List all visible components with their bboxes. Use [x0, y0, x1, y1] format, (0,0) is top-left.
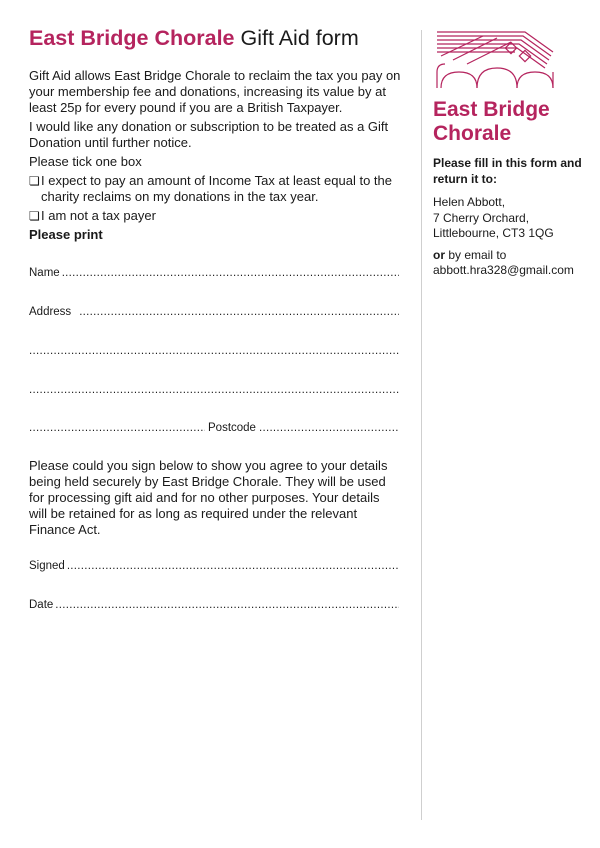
sidebar-org-line-2: Chorale [433, 122, 512, 145]
address-dotted-line-3[interactable] [29, 382, 399, 398]
sidebar-org-name [433, 98, 593, 146]
address-line-3-text: Littlebourne, CT3 1QG [433, 226, 554, 240]
date-label: Date [29, 599, 54, 611]
address-line-2[interactable] [29, 343, 399, 359]
tick-instruction: Please tick one box [29, 154, 142, 169]
page-title-form: Gift Aid form [234, 26, 359, 50]
address-line-2-text: 7 Cherry Orchard, [433, 210, 530, 225]
not-taxpayer-option[interactable] [29, 208, 401, 224]
email-intro: by email to [445, 247, 507, 262]
address-line-3[interactable] [29, 382, 399, 398]
page-title [29, 24, 401, 52]
signed-dotted-line[interactable] [67, 558, 399, 574]
taxpayer-option[interactable] [29, 173, 401, 205]
return-address [433, 195, 593, 242]
date-field[interactable] [29, 597, 399, 613]
declaration-paragraph: I would like any donation or subscription to be treated as a Gift Donation until further notice. [29, 119, 389, 150]
consent-paragraph: Please could you sign below to show you agree to your details being held securely by East Bridge Chorale. They will be used for processing gift aid and for no other purposes. Your details will be retained for as long as required under the relevant Finance Act. [29, 458, 388, 537]
address-dotted-line-4[interactable] [29, 420, 205, 436]
address-field[interactable] [29, 304, 399, 320]
not-taxpayer-option-label: I am not a tax payer [41, 208, 156, 223]
sidebar [433, 28, 593, 287]
sidebar-org-line-1: East Bridge [433, 98, 550, 121]
column-divider [421, 30, 422, 820]
return-instruction: Please fill in this form and return it to: [433, 156, 582, 186]
signed-field[interactable] [29, 558, 399, 574]
address-line-1: Helen Abbott, [433, 195, 506, 209]
name-field[interactable] [29, 265, 399, 281]
date-dotted-line[interactable] [55, 597, 399, 613]
bridge-logo-icon [433, 28, 557, 90]
form-main [29, 24, 401, 246]
signed-label: Signed [29, 560, 65, 572]
name-dotted-line[interactable] [62, 265, 399, 281]
taxpayer-option-label: I expect to pay an amount of Income Tax at least equal to the charity reclaims on my donations in the tax year. [41, 173, 392, 204]
email-contact [433, 248, 593, 279]
please-print-label: Please print [29, 227, 103, 242]
name-label: Name [29, 267, 60, 279]
intro-paragraph: Gift Aid allows East Bridge Chorale to reclaim the tax you pay on your membership fee and donations, increasing its value by at least 25p for every pound if you are a British Taxpayer. [29, 68, 401, 115]
or-label: or [433, 247, 445, 262]
page-title-org: East Bridge Chorale [29, 26, 235, 50]
postcode-row[interactable] [29, 420, 399, 436]
checkbox-icon[interactable]: ❏ [29, 209, 40, 223]
address-dotted-line-2[interactable] [29, 343, 399, 359]
address-label: Address [29, 306, 72, 318]
email-address[interactable]: abbott.hra328@gmail.com [433, 263, 574, 277]
checkbox-icon[interactable]: ❏ [29, 174, 40, 188]
postcode-dotted-line[interactable] [259, 420, 399, 436]
postcode-label: Postcode [208, 422, 256, 434]
address-dotted-line[interactable] [73, 304, 399, 320]
